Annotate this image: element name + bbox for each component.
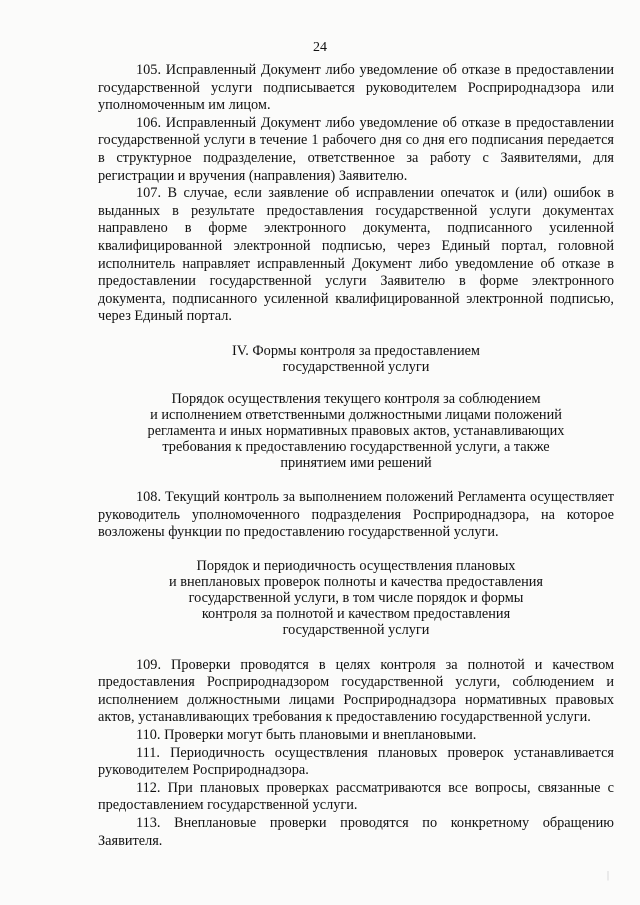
section-heading-line: IV. Формы контроля за предоставлением [232,342,480,359]
subheading-line: и внеплановых проверок полноты и качества предоставления [168,573,543,590]
paragraph-108: 108. Текущий контроль за выполнением положений Регламента осуществляет руководитель уполномоченного подразделения Росприроднадзора, на которое возложены функции по предоставлению государственной услуги. [98,488,614,541]
scan-artifact: | [607,870,610,881]
page-content [98,62,614,850]
subheading-line: требования к предоставлению государственной услуги, а также [162,438,550,455]
paragraph-107: 107. В случае, если заявление об исправлении опечаток и (или) ошибок в выданных в результате предоставления государственной услуги документах направлено в форме электронного документа, подписанного усиленной квалифицированной электронной подписью, через Единый портал, головной исполнитель направляет исправленный Документ либо уведомление об отказе в предоставлении государственной услуги Заявителю в форме электронного документа, подписанного усиленной квалифицированной электронной подписью, через Единый портал. [98,185,614,325]
subheading-line: контроля за полнотой и качеством предоставления [201,605,511,622]
paragraph-112: 112. При плановых проверках рассматриваются все вопросы, связанные с предоставлением государственной услуги. [98,779,614,814]
subheading-line: Порядок осуществления текущего контроля за соблюдением [171,390,541,407]
page-number: 24 [313,40,327,55]
subheading-line: государственной услуги [282,621,430,638]
subheading-current-control [98,391,614,471]
subheading-line: регламента и иных нормативных правовых актов, устанавливающих [147,422,565,439]
paragraph-111: 111. Периодичность осуществления плановых проверок устанавливается руководителем Росприроднадзора. [98,744,614,779]
subheading-line: и исполнением ответственными должностными лицами положений [150,406,562,423]
section-heading [98,343,614,375]
subheading-line: принятием ими решений [280,454,432,471]
section-heading-line: государственной услуги [282,358,430,375]
paragraph-106: 106. Исправленный Документ либо уведомление об отказе в предоставлении государственной услуги в течение 1 рабочего дня со дня его подписания передается в структурное подразделение, ответственное за работу с Заявителями, для регистрации и вручения (направления) Заявителю. [98,114,614,184]
subheading-line: Порядок и периодичность осуществления плановых [196,557,516,574]
paragraph-105: 105. Исправленный Документ либо уведомление об отказе в предоставлении государственной услуги подписывается руководителем Росприроднадзора или уполномоченным им лицом. [98,62,614,114]
subheading-line: государственной услуги, в том числе порядок и формы [188,589,524,606]
paragraph-110: 110. Проверки могут быть плановыми и внеплановыми. [136,727,477,744]
paragraph-113: 113. Внеплановые проверки проводятся по конкретному обращению Заявителя. [98,815,614,849]
subheading-inspections [98,558,614,638]
paragraph-109: 109. Проверки проводятся в целях контроля за полнотой и качеством предоставления Росприроднадзором государственной услуги, соблюдением и исполнением должностными лицами Росприроднадзора нормативных правовых актов, устанавливающих требования к предоставлению государственной услуги. [98,656,614,726]
